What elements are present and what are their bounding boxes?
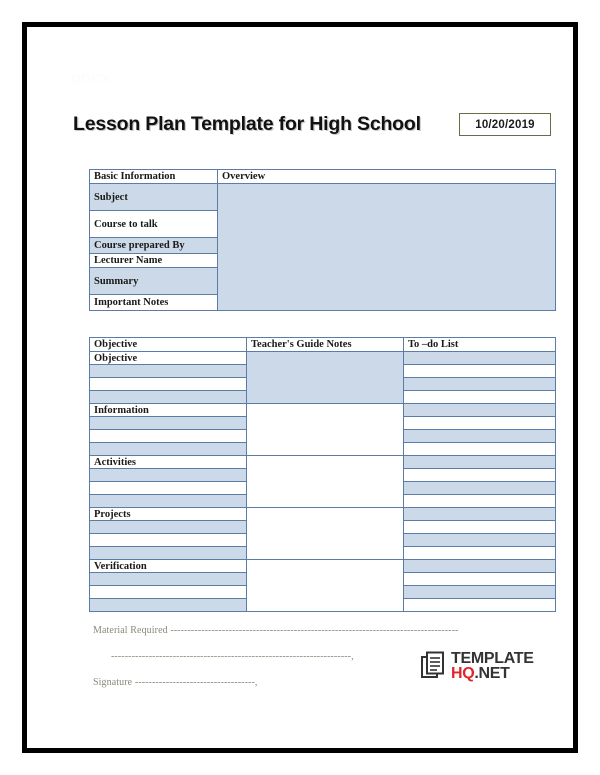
plan-todo-cell[interactable] (404, 599, 556, 612)
date-box[interactable] (459, 113, 551, 136)
plan-objective-cell[interactable] (90, 495, 247, 508)
date-value: 10/20/2019 (475, 118, 535, 131)
table-row (90, 352, 556, 365)
plan-objective-cell[interactable] (90, 534, 247, 547)
plan-header-2: To –do List (404, 338, 556, 352)
plan-section-label-3[interactable]: Projects (90, 508, 247, 521)
plan-todo-cell[interactable] (404, 456, 556, 469)
documents-icon (421, 651, 447, 684)
plan-section-label-1[interactable]: Information (90, 404, 247, 417)
plan-todo-cell[interactable] (404, 365, 556, 378)
plan-todo-cell[interactable] (404, 521, 556, 534)
plan-objective-cell[interactable] (90, 378, 247, 391)
logo-net-text: .NET (474, 665, 510, 682)
plan-todo-cell[interactable] (404, 417, 556, 430)
plan-todo-cell[interactable] (404, 482, 556, 495)
title-row (73, 113, 551, 147)
plan-notes-cell-2[interactable] (247, 456, 404, 508)
plan-objective-cell[interactable] (90, 443, 247, 456)
plan-todo-cell[interactable] (404, 443, 556, 456)
table-row (90, 170, 556, 184)
plan-todo-cell[interactable] (404, 404, 556, 417)
plan-header-0: Objective (90, 338, 247, 352)
plan-objective-cell[interactable] (90, 599, 247, 612)
lesson-plan-table (89, 337, 556, 612)
material-required-line[interactable]: Material Required ------------------------------------------------------------------------------------ (93, 625, 459, 636)
plan-objective-cell[interactable] (90, 430, 247, 443)
plan-todo-cell[interactable] (404, 547, 556, 560)
plan-objective-cell[interactable] (90, 391, 247, 404)
basic-information-body (90, 170, 556, 311)
plan-section-label-0[interactable]: Objective (90, 352, 247, 365)
templatehq-logo (421, 647, 534, 687)
logo-hq-text: HQ (451, 665, 475, 682)
page-frame (22, 22, 578, 753)
plan-todo-cell[interactable] (404, 534, 556, 547)
material-required-line-continued[interactable]: ----------------------------------------------------------------------, (111, 651, 354, 662)
plan-todo-cell[interactable] (404, 508, 556, 521)
basic-info-header-left: Basic Information (90, 170, 218, 184)
signature-line[interactable]: Signature -----------------------------------, (93, 677, 258, 688)
plan-objective-cell[interactable] (90, 547, 247, 560)
table-row (90, 338, 556, 352)
basic-info-label-2[interactable]: Course prepared By (90, 238, 218, 254)
basic-info-label-3[interactable]: Lecturer Name (90, 254, 218, 268)
plan-notes-cell-1[interactable] (247, 404, 404, 456)
plan-objective-cell[interactable] (90, 586, 247, 599)
basic-info-label-0[interactable]: Subject (90, 184, 218, 211)
plan-objective-cell[interactable] (90, 573, 247, 586)
table-row (90, 560, 556, 573)
plan-todo-cell[interactable] (404, 352, 556, 365)
plan-header-1: Teacher's Guide Notes (247, 338, 404, 352)
plan-objective-cell[interactable] (90, 365, 247, 378)
plan-todo-cell[interactable] (404, 391, 556, 404)
logo-template-text: TEMPLATE (451, 650, 534, 668)
plan-objective-cell[interactable] (90, 521, 247, 534)
table-row (90, 456, 556, 469)
plan-objective-cell[interactable] (90, 417, 247, 430)
plan-todo-cell[interactable] (404, 469, 556, 482)
table-row (90, 508, 556, 521)
page-content (27, 27, 573, 748)
plan-notes-cell-4[interactable] (247, 560, 404, 612)
plan-objective-cell[interactable] (90, 482, 247, 495)
plan-notes-cell-0[interactable] (247, 352, 404, 404)
plan-notes-cell-3[interactable] (247, 508, 404, 560)
basic-info-label-5[interactable]: Important Notes (90, 295, 218, 311)
plan-section-label-2[interactable]: Activities (90, 456, 247, 469)
overview-header: Overview (218, 170, 556, 184)
plan-section-label-4[interactable]: Verification (90, 560, 247, 573)
plan-todo-cell[interactable] (404, 586, 556, 599)
plan-todo-cell[interactable] (404, 573, 556, 586)
basic-information-table (89, 169, 556, 311)
plan-todo-cell[interactable] (404, 378, 556, 391)
logo-hqnet-text (451, 667, 534, 682)
table-row (90, 184, 556, 211)
basic-info-label-1[interactable]: Course to talk (90, 211, 218, 238)
logo-wordmark (451, 652, 534, 681)
basic-info-label-4[interactable]: Summary (90, 268, 218, 295)
overview-field[interactable] (218, 184, 556, 311)
watermark: DOCX (71, 71, 111, 86)
plan-objective-cell[interactable] (90, 469, 247, 482)
lesson-plan-body (90, 338, 556, 612)
plan-todo-cell[interactable] (404, 430, 556, 443)
table-row (90, 404, 556, 417)
plan-todo-cell[interactable] (404, 495, 556, 508)
page-title: Lesson Plan Template for High School (73, 113, 421, 135)
plan-todo-cell[interactable] (404, 560, 556, 573)
